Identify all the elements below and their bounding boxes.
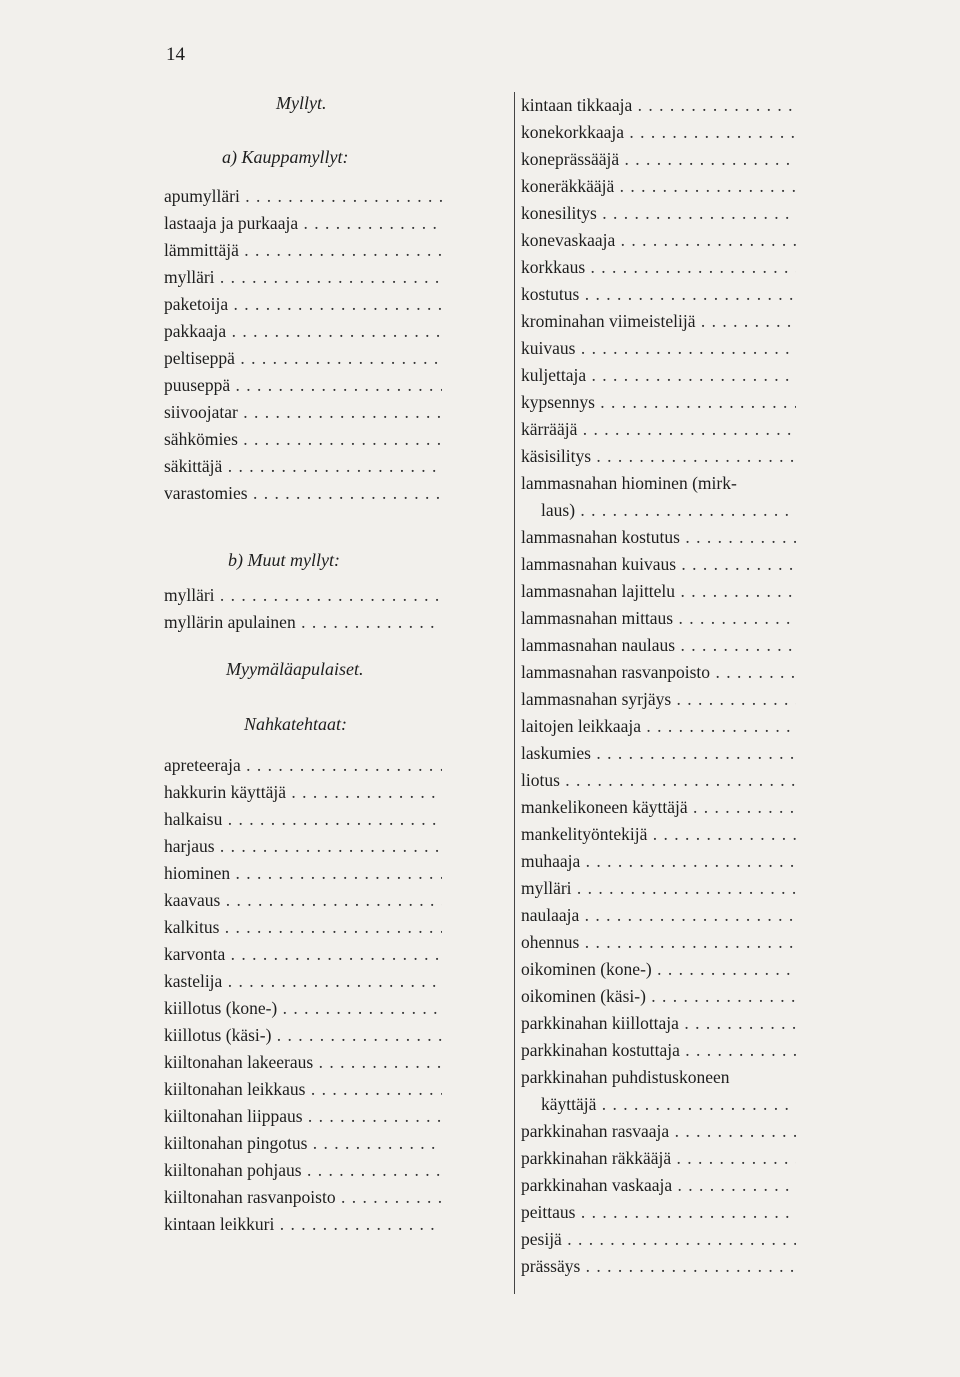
list-item: halkaisu . . . — [164, 806, 442, 833]
list-item: kypsennys . . . — [521, 389, 796, 416]
list-item: mylläri . . . — [164, 264, 442, 291]
page-number: 14 — [166, 44, 185, 65]
list-item: muhaaja . . . — [521, 848, 796, 875]
right-list-2 — [521, 524, 796, 1064]
list-item: säkittäjä . . . — [164, 453, 442, 480]
right-column — [514, 92, 796, 1294]
list-item: myllärin apulainen . . . — [164, 609, 442, 636]
list-item: parkkinahan räkkääjä . . . — [521, 1145, 796, 1172]
list-item: kiiltonahan liippaus . . . — [164, 1103, 442, 1130]
list-item: kiillotus (käsi-) . . . — [164, 1022, 442, 1049]
section-title-myllyt: Myllyt. — [276, 93, 327, 113]
list-item: mankelikoneen käyttäjä . . . — [521, 794, 796, 821]
right-list-1 — [521, 92, 796, 470]
list-item: lämmittäjä . . . — [164, 237, 442, 264]
list-item: apreteeraja . . . — [164, 752, 442, 779]
list-item: konekorkkaaja . . . — [521, 119, 796, 146]
list-item: konevaskaaja . . . — [521, 227, 796, 254]
nahkatehtaat-list — [164, 752, 442, 1238]
list-item: mankelityöntekijä . . . — [521, 821, 796, 848]
list-item: naulaaja . . . — [521, 902, 796, 929]
list-item: parkkinahan kostuttaja . . . — [521, 1037, 796, 1064]
muut-myllyt-list — [164, 582, 442, 636]
list-item: parkkinahan kiillottaja . . . — [521, 1010, 796, 1037]
subheading-kauppamyllyt: a) Kauppamyllyt: — [222, 147, 349, 167]
list-item: kastelija . . . — [164, 968, 442, 995]
list-item: kuljettaja . . . — [521, 362, 796, 389]
list-item: harjaus . . . — [164, 833, 442, 860]
list-item: krominahan viimeistelijä . . . — [521, 308, 796, 335]
list-item: lammasnahan syrjäys . . . — [521, 686, 796, 713]
list-item: parkkinahan vaskaaja . . . — [521, 1172, 796, 1199]
list-item: apumylläri . . . — [164, 183, 442, 210]
right-list-3 — [521, 1118, 796, 1280]
list-item: ohennus . . . — [521, 929, 796, 956]
list-item: prässäys . . . — [521, 1253, 796, 1280]
list-item: kintaan leikkuri . . . — [164, 1211, 442, 1238]
list-item: kiillotus (kone-) . . . — [164, 995, 442, 1022]
list-item: lammasnahan mittaus . . . — [521, 605, 796, 632]
list-item: kiiltonahan leikkaus . . . — [164, 1076, 442, 1103]
section-title-myymalaapulaiset: Myymäläapulaiset. — [226, 659, 364, 679]
list-item: paketoija . . . — [164, 291, 442, 318]
list-item: liotus . . . — [521, 767, 796, 794]
list-item: parkkinahan puhdistuskoneen — [521, 1067, 730, 1087]
list-item: lastaaja ja purkaaja . . . — [164, 210, 442, 237]
list-item: pakkaaja . . . — [164, 318, 442, 345]
list-item: puuseppä . . . — [164, 372, 442, 399]
list-item-continuation: laus) . . . — [521, 497, 796, 524]
list-item-continuation: käyttäjä . . . — [521, 1091, 796, 1118]
list-item: kostutus . . . — [521, 281, 796, 308]
list-item: lammasnahan naulaus . . . — [521, 632, 796, 659]
left-column — [164, 90, 442, 1238]
list-item: hakkurin käyttäjä . . . — [164, 779, 442, 806]
list-item: korkkaus . . . — [521, 254, 796, 281]
list-item: mylläri . . . — [164, 582, 442, 609]
list-item: mylläri . . . — [521, 875, 796, 902]
list-item: konesilitys . . . — [521, 200, 796, 227]
list-item: pesijä . . . — [521, 1226, 796, 1253]
section-title-nahkatehtaat: Nahkatehtaat: — [244, 714, 347, 734]
list-item: lammasnahan hiominen (mirk- — [521, 473, 737, 493]
list-item: hiominen . . . — [164, 860, 442, 887]
kauppamyllyt-list — [164, 183, 442, 507]
list-item: kiiltonahan pohjaus . . . — [164, 1157, 442, 1184]
list-item: oikominen (käsi-) . . . — [521, 983, 796, 1010]
subheading-muut-myllyt: b) Muut myllyt: — [228, 550, 340, 570]
list-item: käsisilitys . . . — [521, 443, 796, 470]
list-item: sähkömies . . . — [164, 426, 442, 453]
list-item: kiiltonahan lakeeraus . . . — [164, 1049, 442, 1076]
list-item: kiiltonahan rasvanpoisto . . . — [164, 1184, 442, 1211]
list-item: kiiltonahan pingotus . . . — [164, 1130, 442, 1157]
list-item: koneräkkääjä . . . — [521, 173, 796, 200]
list-item: lammasnahan lajittelu . . . — [521, 578, 796, 605]
list-item: laitojen leikkaaja . . . — [521, 713, 796, 740]
list-item: kalkitus . . . — [164, 914, 442, 941]
list-item: lammasnahan rasvanpoisto . . . — [521, 659, 796, 686]
list-item: lammasnahan kostutus . . . — [521, 524, 796, 551]
list-item: peittaus . . . — [521, 1199, 796, 1226]
list-item: varastomies . . . — [164, 480, 442, 507]
list-item: laskumies . . . — [521, 740, 796, 767]
list-item: siivoojatar . . . — [164, 399, 442, 426]
list-item: kuivaus . . . — [521, 335, 796, 362]
list-item: peltiseppä . . . — [164, 345, 442, 372]
list-item: koneprässääjä . . . — [521, 146, 796, 173]
list-item: oikominen (kone-) . . . — [521, 956, 796, 983]
list-item: lammasnahan kuivaus . . . — [521, 551, 796, 578]
list-item: kaavaus . . . — [164, 887, 442, 914]
list-item: kintaan tikkaaja . . . — [521, 92, 796, 119]
list-item: parkkinahan rasvaaja . . . — [521, 1118, 796, 1145]
list-item: karvonta . . . — [164, 941, 442, 968]
list-item: kärrääjä . . . — [521, 416, 796, 443]
